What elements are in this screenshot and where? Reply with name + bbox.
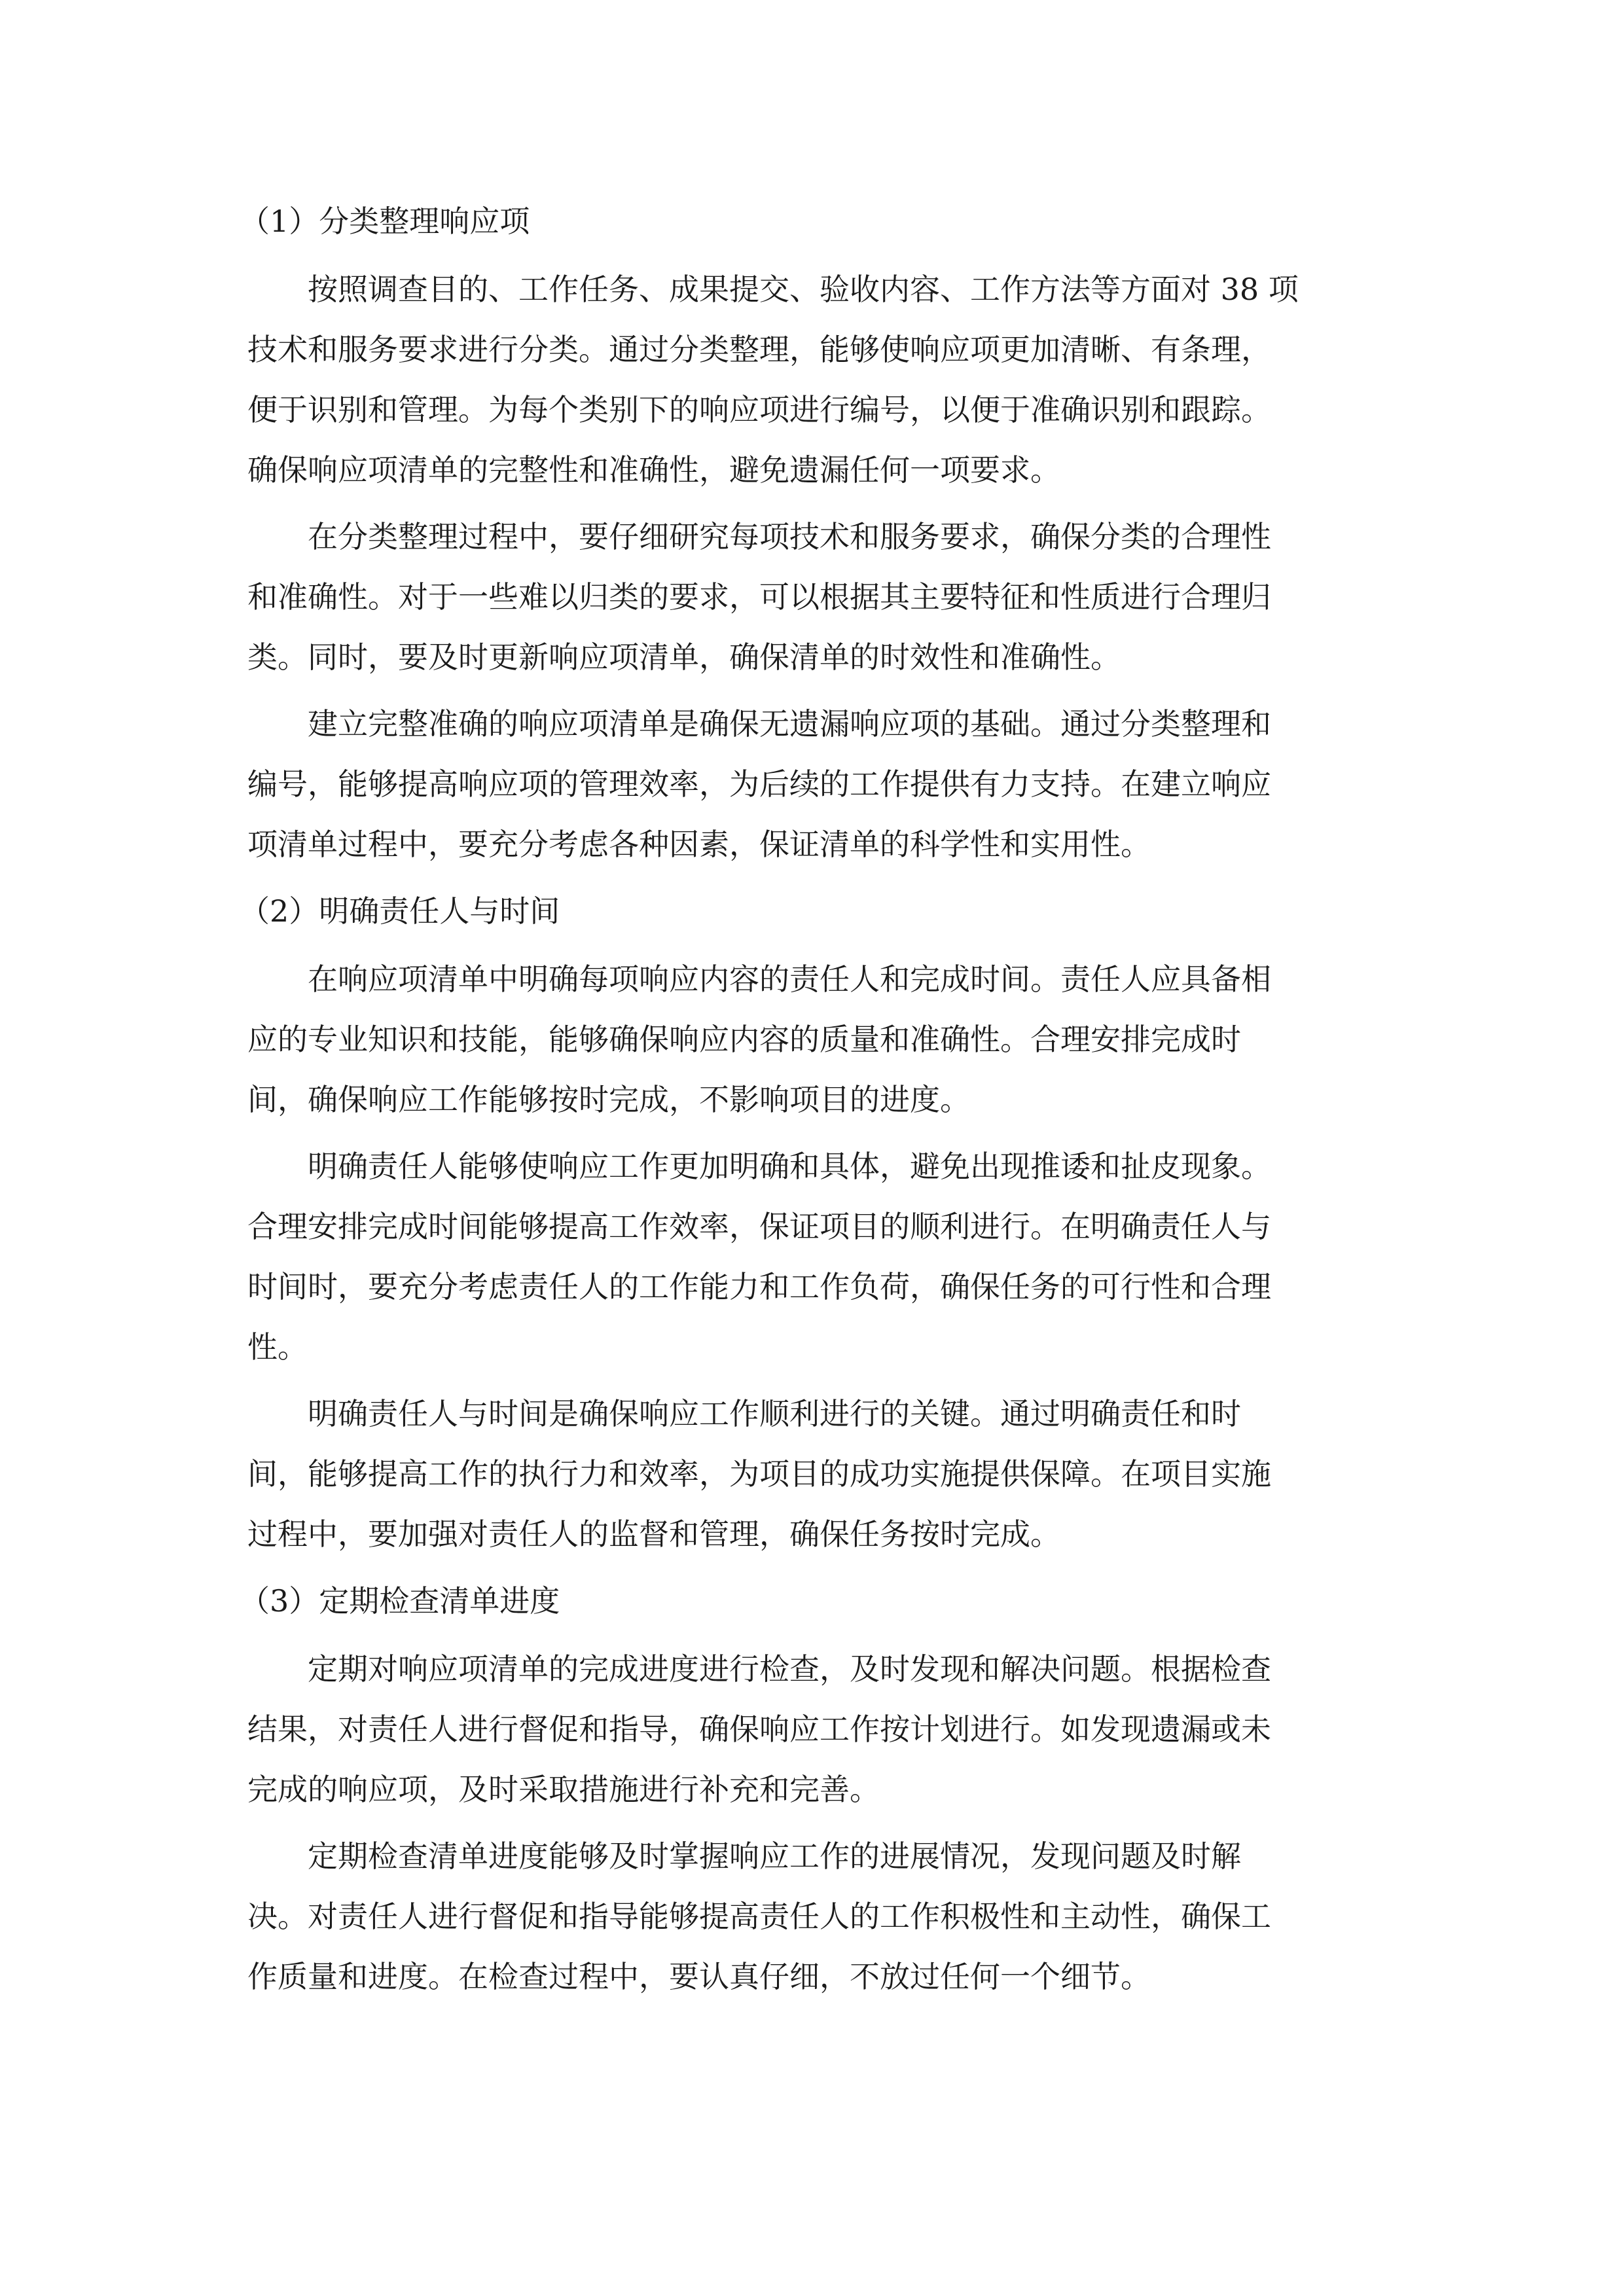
text-line: 时间时，要充分考虑责任人的工作能力和工作负荷，确保任务的可行性和合理 [247, 1269, 1271, 1304]
text-line: 间，能够提高工作的执行力和效率，为项目的成功实施提供保障。在项目实施 [247, 1456, 1271, 1492]
text-line: 决。对责任人进行督促和指导能够提高责任人的工作积极性和主动性，确保工 [247, 1899, 1271, 1934]
paragraph [247, 1826, 1380, 2007]
paragraph [247, 259, 1380, 500]
paragraph [247, 949, 1380, 1130]
text-line: 合理安排完成时间能够提高工作效率，保证项目的顺利进行。在明确责任人与 [247, 1209, 1271, 1244]
text-line: 应的专业知识和技能，能够确保响应内容的质量和准确性。合理安排完成时 [247, 1022, 1241, 1057]
paragraph [247, 1639, 1380, 1820]
text-line: 定期对响应项清单的完成进度进行检查，及时发现和解决问题。根据检查 [308, 1651, 1271, 1687]
text-line: 按照调查目的、工作任务、成果提交、验收内容、工作方法等方面对 38 项 [308, 272, 1299, 307]
section-heading: （2）明确责任人与时间 [240, 893, 560, 929]
text-line: 明确责任人能够使响应工作更加明确和具体，避免出现推诿和扯皮现象。 [308, 1149, 1271, 1184]
text-line: 项清单过程中，要充分考虑各种因素，保证清单的科学性和实用性。 [247, 827, 1151, 862]
document-body [240, 191, 1380, 2013]
paragraph [247, 1136, 1380, 1377]
text-line: 类。同时，要及时更新响应项清单，确保清单的时效性和准确性。 [247, 639, 1121, 675]
text-line: 编号，能够提高响应项的管理效率，为后续的工作提供有力支持。在建立响应 [247, 766, 1271, 802]
text-line: 作质量和进度。在检查过程中，要认真仔细，不放过任何一个细节。 [247, 1959, 1151, 1994]
section-heading: （1）分类整理响应项 [240, 204, 530, 239]
text-line: 在分类整理过程中，要仔细研究每项技术和服务要求，确保分类的合理性 [308, 519, 1271, 554]
text-line: 和准确性。对于一些难以归类的要求，可以根据其主要特征和性质进行合理归 [247, 579, 1271, 615]
paragraph [247, 507, 1380, 687]
text-line: 明确责任人与时间是确保响应工作顺利进行的关键。通过明确责任和时 [308, 1396, 1241, 1431]
section-heading: （3）定期检查清单进度 [240, 1583, 560, 1619]
text-line: 完成的响应项，及时采取措施进行补充和完善。 [247, 1772, 880, 1807]
text-line: 在响应项清单中明确每项响应内容的责任人和完成时间。责任人应具备相 [308, 961, 1271, 997]
text-line: 定期检查清单进度能够及时掌握响应工作的进展情况，发现问题及时解 [308, 1839, 1241, 1874]
text-line: 便于识别和管理。为每个类别下的响应项进行编号，以便于准确识别和跟踪。 [247, 392, 1271, 427]
paragraph [247, 694, 1380, 874]
text-line: 确保响应项清单的完整性和准确性，避免遗漏任何一项要求。 [247, 452, 1060, 488]
text-line: 过程中，要加强对责任人的监督和管理，确保任务按时完成。 [247, 1516, 1060, 1552]
text-line: 建立完整准确的响应项清单是确保无遗漏响应项的基础。通过分类整理和 [308, 706, 1271, 742]
text-line: 技术和服务要求进行分类。通过分类整理，能够使响应项更加清晰、有条理， [247, 332, 1271, 367]
paragraph [247, 1384, 1380, 1564]
text-line: 性。 [247, 1329, 308, 1365]
text-line: 间，确保响应工作能够按时完成，不影响项目的进度。 [247, 1082, 970, 1117]
text-line: 结果，对责任人进行督促和指导，确保响应工作按计划进行。如发现遗漏或未 [247, 1712, 1271, 1747]
